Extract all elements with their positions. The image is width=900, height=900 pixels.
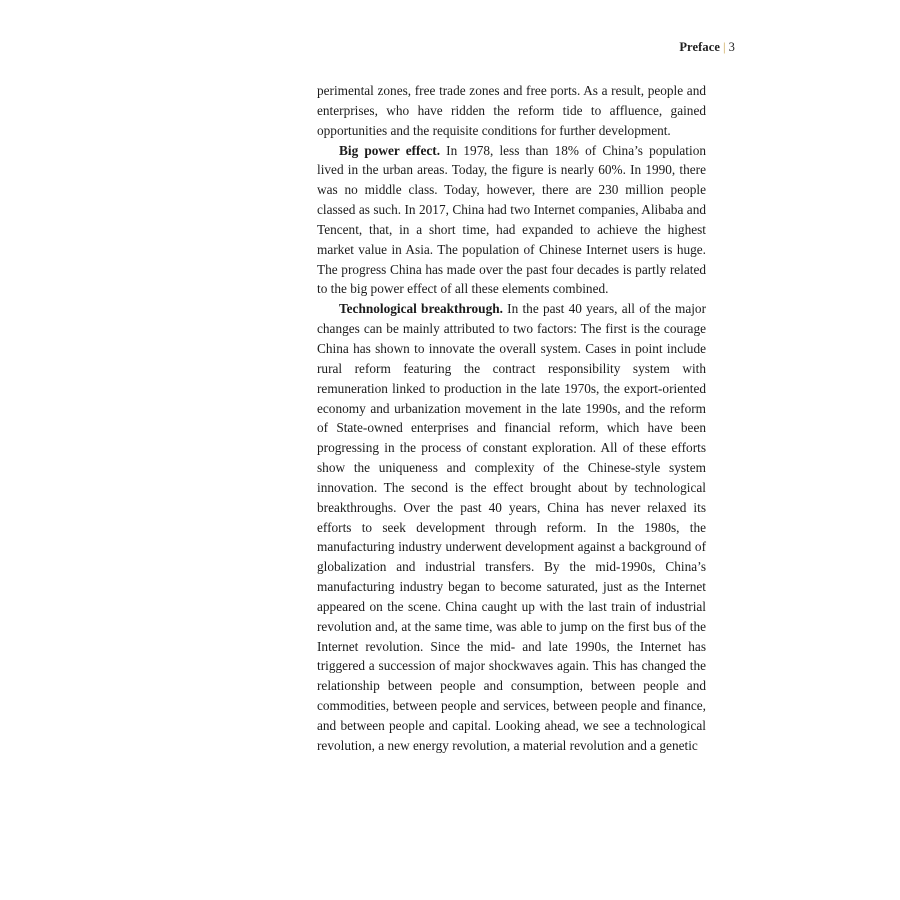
paragraph-text: In 1978, less than 18% of China’s population lived in the urban areas. Today, the figure is nearly 60%. In 1990, there was no middle class. Today, however, there are 230 million people classed as such. In 2017, China had two Internet companies, Alibaba and Tencent, that, in a short time, had expanded to achieve the highest market value in Asia. The population of Chinese Internet users is huge. The progress China has made over the past four decades is partly related to the big power effect of all these elements combined. [317, 142, 706, 297]
paragraph-big-power-effect [317, 141, 706, 300]
paragraph-text: In the past 40 years, all of the major changes can be mainly attributed to two factors: The first is the courage China has shown to innovate the overall system. Cases in point include rural reform featuring the contract responsibility system with remuneration linked to production in the late 1970s, the export-oriented economy and urbanization movement in the late 1990s, and the reform of State-owned enterprises and financial reform, which have been progressing in the process of constant exploration. All of these efforts show the uniqueness and complexity of the Chinese-style system innovation. The second is the effect brought about by technological breakthroughs. Over the past 40 years, China has never relaxed its efforts to seek development through reform. In the 1980s, the manufacturing industry underwent development against a background of globalization and industrial transfers. By the mid-1990s, China’s manufacturing industry began to become saturated, just as the Internet appeared on the scene. China caught up with the last train of industrial revolution and, at the same time, was able to jump on the first bus of the Internet revolution. Since the mid- and late 1990s, the Internet has triggered a succession of major shockwaves again. This has changed the relationship between people and consumption, between people and commodities, between people and services, between people and finance, and between people and capital. Looking ahead, we see a technological revolution, a new energy revolution, a material revolution and a genetic [317, 301, 706, 753]
running-head [679, 40, 735, 55]
running-head-separator: | [723, 40, 726, 54]
body-text [317, 81, 706, 756]
paragraph-lead-heading: Technological breakthrough. [339, 301, 503, 317]
paragraph-text: perimental zones, free trade zones and free ports. As a result, people and enterprises, who have ridden the reform tide to affluence, gained opportunities and the requisite conditions for further development. [317, 83, 706, 138]
page-number: 3 [728, 40, 735, 54]
running-head-section: Preface [679, 40, 721, 54]
paragraph-continued [317, 81, 706, 141]
paragraph-technological-breakthrough [317, 299, 706, 755]
paragraph-lead-heading: Big power effect. [339, 142, 441, 158]
